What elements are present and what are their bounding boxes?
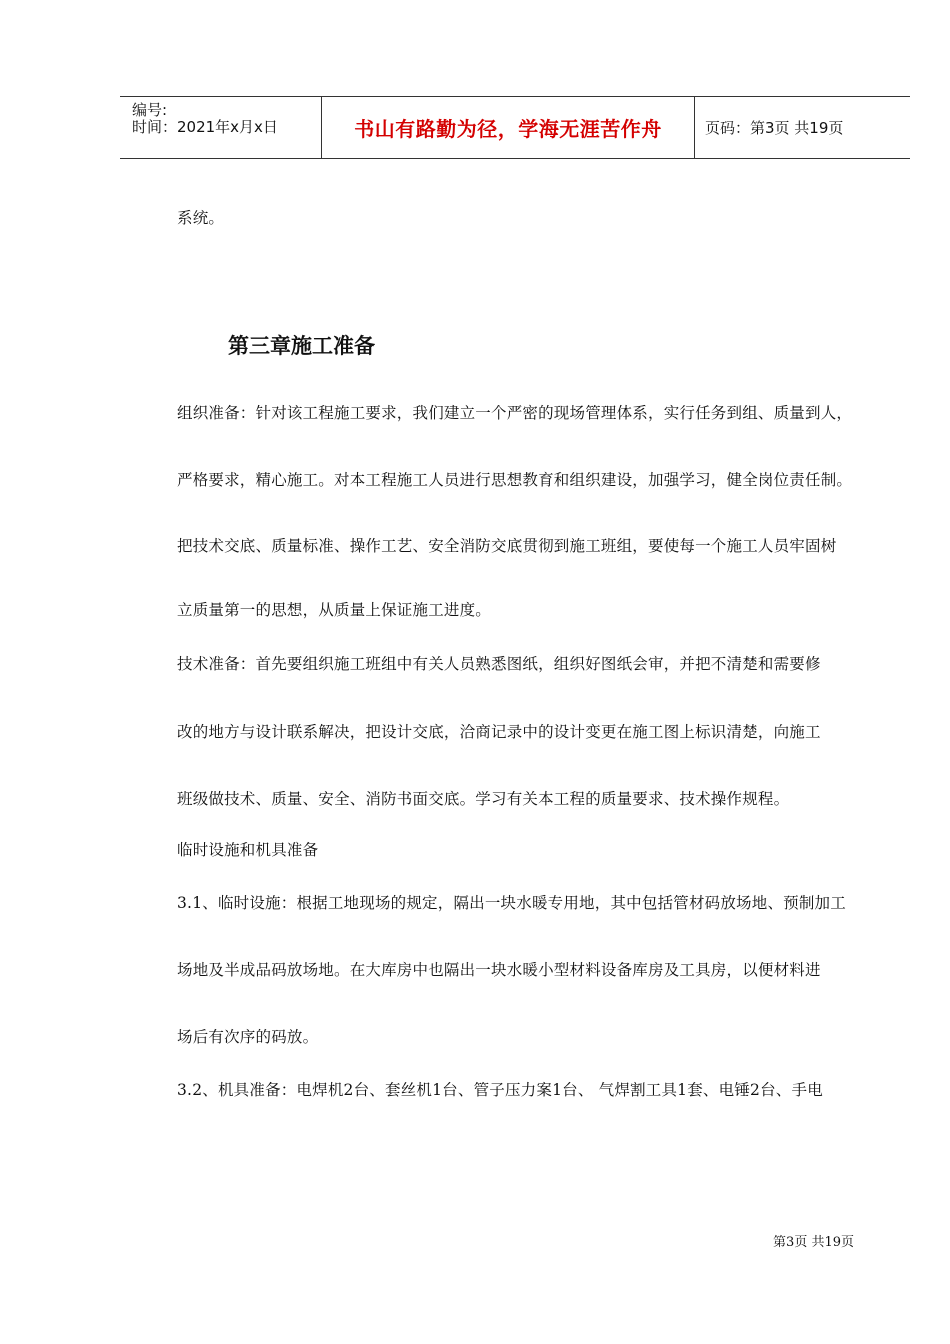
- document-number-label: 编号:: [132, 101, 168, 119]
- section-heading: 临时设施和机具准备: [177, 841, 319, 859]
- header-motto: 书山有路勤为径，学海无涯苦作舟: [354, 117, 662, 141]
- body-line: 立质量第一的思想，从质量上保证施工进度。: [177, 601, 492, 619]
- header-page-info: 页码：第3页 共19页: [705, 119, 844, 137]
- body-line: 班级做技术、质量、安全、消防书面交底。学习有关本工程的质量要求、技术操作规程。: [177, 790, 790, 808]
- body-line: 改的地方与设计联系解决，把设计交底，洽商记录中的设计变更在施工图上标识清楚，向施工: [177, 723, 821, 741]
- body-line: 组织准备：针对该工程施工要求，我们建立一个严密的现场管理体系，实行任务到组、质量到人，: [177, 404, 853, 422]
- document-header: [120, 96, 910, 159]
- body-line: 把技术交底、质量标准、操作工艺、安全消防交底贯彻到施工班组，要使每一个施工人员牢固树: [177, 537, 837, 555]
- footer-page-info: 第3页 共19页: [773, 1235, 854, 1250]
- body-line: 场后有次序的码放。: [177, 1028, 319, 1046]
- body-line: 3.2、机具准备：电焊机2台、套丝机1台、管子压力案1台、 气焊割工具1套、电锤2台、手电: [177, 1081, 823, 1099]
- body-line: 系统。: [177, 209, 225, 227]
- body-line: 场地及半成品码放场地。在大库房中也隔出一块水暖小型材料设备库房及工具房，以便材料进: [177, 961, 821, 979]
- header-meta: [120, 97, 322, 158]
- header-page-cell: [695, 97, 910, 158]
- header-motto-cell: [322, 97, 695, 158]
- body-line: 3.1、临时设施：根据工地现场的规定，隔出一块水暖专用地，其中包括管材码放场地、预制加工: [177, 894, 846, 912]
- body-line: 严格要求，精心施工。对本工程施工人员进行思想教育和组织建设，加强学习，健全岗位责任制。: [177, 471, 853, 489]
- chapter-title: 第三章施工准备: [228, 334, 375, 358]
- document-date: 时间：2021年x月x日: [132, 118, 278, 136]
- body-line: 技术准备：首先要组织施工班组中有关人员熟悉图纸，组织好图纸会审，并把不清楚和需要修: [177, 655, 821, 673]
